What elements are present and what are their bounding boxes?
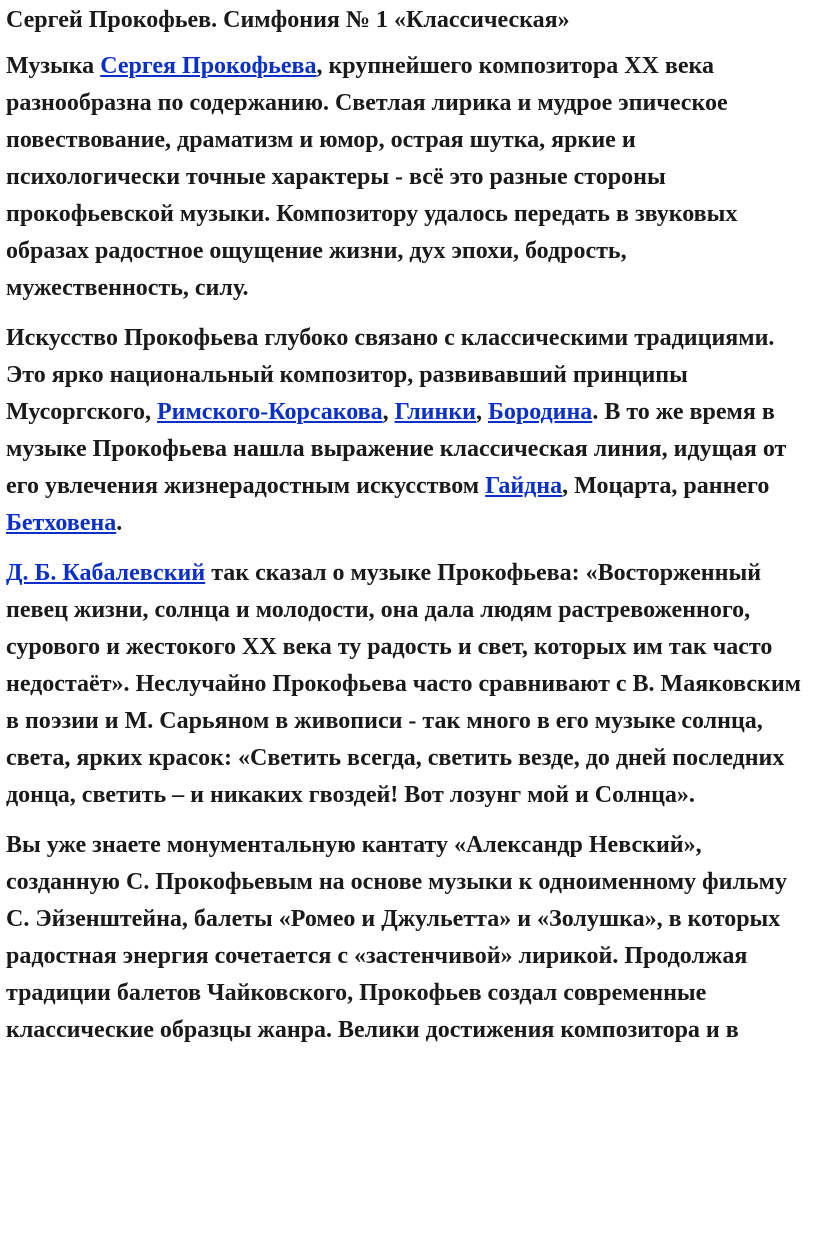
- paragraph-2-separator-1: ,: [382, 399, 395, 425]
- paragraph-2-text-b: . В то же время в музыке Прокофьева нашла выражение классическая линия, идущая от его увлечения жизнерадостным искусством: [6, 399, 787, 499]
- paragraph-3: [6, 555, 810, 814]
- link-beethoven[interactable]: Бетховена: [6, 510, 117, 536]
- paragraph-4-text: Вы уже знаете монументальную кантату «Александр Невский», созданную С. Прокофьевым на основе музыки к одноименному фильму С. Эйзенштейна, балеты «Ромео и Джульетта» и «Золушка», в которых радостная энергия сочетается с «застенчивой» лирикой. Продолжая традиции балетов Чайковского, Прокофьев создал современные классические образцы жанра. Велики достижения композитора и в: [6, 832, 787, 1043]
- paragraph-1-text-b: , крупнейшего композитора XX века разнообразна по содержанию. Светлая лирика и мудрое эпическое повествование, драматизм и юмор, острая шутка, яркие и психологически точные характеры - всё это разные стороны прокофьевской музыки. Композитору удалось передать в звуковых образах радостное ощущение жизни, дух эпохи, бодрость, мужественность, силу.: [6, 53, 738, 301]
- link-prokofiev[interactable]: Сергея Прокофьева: [100, 53, 317, 79]
- paragraph-2: [6, 320, 810, 542]
- link-rimsky-korsakov[interactable]: Римского-Корсакова: [156, 399, 383, 425]
- link-haydn[interactable]: Гайдна: [485, 473, 563, 499]
- page-title: Сергей Прокофьев. Симфония № 1 «Классическая»: [6, 7, 570, 33]
- paragraph-2-text-c: , Моцарта, раннего: [562, 473, 770, 499]
- paragraph-2-text-d: .: [116, 510, 123, 536]
- link-glinka[interactable]: Глинки: [394, 399, 476, 425]
- paragraph-2-text-a: Искусство Прокофьева глубоко связано с классическими традициями. Это ярко национальный композитор, развивавший принципы Мусоргского,: [6, 325, 775, 425]
- link-borodin[interactable]: Бородина: [487, 399, 593, 425]
- paragraph-1-text-a: Музыка: [6, 53, 101, 79]
- paragraph-2-separator-2: ,: [475, 399, 488, 425]
- link-kabalevsky[interactable]: Д. Б. Кабалевский: [6, 560, 206, 586]
- paragraph-1: [6, 48, 810, 307]
- paragraph-3-text: так сказал о музыке Прокофьева: «Восторженный певец жизни, солнца и молодости, она дала людям растревоженного, сурового и жестокого XX века ту радость и свет, которых им так часто недостаёт». Неслучайно Прокофьева часто сравнивают с В. Маяковским в поэзии и М. Сарьяном в живописи - так много в его музыке солнца, света, ярких красок: «Светить всегда, светить везде, до дней последних донца, светить – и никаких гвоздей! Вот лозунг мой и Солнца».: [6, 560, 802, 808]
- paragraph-4: [6, 827, 810, 1049]
